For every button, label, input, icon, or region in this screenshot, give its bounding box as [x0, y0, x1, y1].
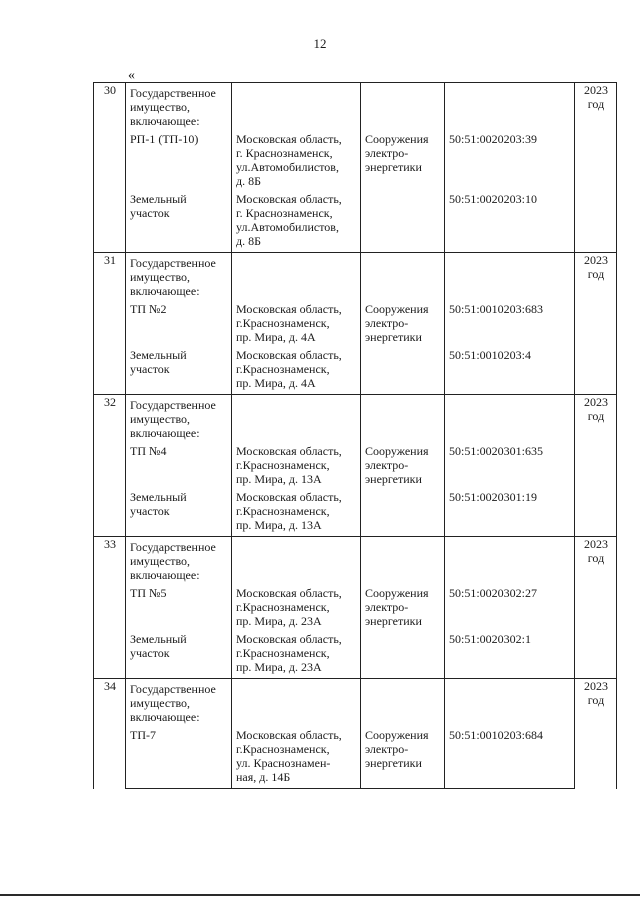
item-name-cell	[126, 728, 232, 789]
empty-cell	[445, 537, 575, 587]
registry-group-row	[94, 537, 617, 587]
item-cadastral-cell	[445, 728, 575, 789]
empty-cell	[232, 537, 361, 587]
empty-cell	[445, 253, 575, 303]
item-name: ТП №4	[130, 444, 167, 458]
registry-item-row	[94, 192, 617, 253]
registry-item-row	[94, 632, 617, 679]
item-cadastral-cell	[445, 490, 575, 537]
item-type-cell	[361, 302, 445, 348]
registry-group-row	[94, 83, 617, 133]
registry-item-row	[94, 490, 617, 537]
item-name: ТП-7	[130, 728, 156, 742]
empty-cell	[445, 395, 575, 445]
entry-year-text: 2023 год	[584, 537, 608, 565]
item-name: ТП №2	[130, 302, 167, 316]
item-cadastral-cell	[445, 192, 575, 253]
registry-table-body	[94, 83, 617, 789]
registry-item-row	[94, 586, 617, 632]
registry-item-row	[94, 444, 617, 490]
item-cadastral: 50:51:0010203:4	[449, 348, 532, 362]
item-cadastral: 50:51:0020302:1	[449, 632, 532, 646]
item-type-cell	[361, 132, 445, 192]
item-address: Московская область, г. Краснознаменск, ул.Автомобилистов, д. 8Б	[236, 192, 342, 248]
item-name: Земельный участок	[130, 632, 187, 660]
empty-cell	[232, 83, 361, 133]
item-address-cell	[232, 490, 361, 537]
item-cadastral: 50:51:0020301:635	[449, 444, 544, 458]
group-header-cell	[126, 395, 232, 445]
item-type-cell	[361, 490, 445, 537]
item-cadastral-cell	[445, 444, 575, 490]
item-name: Земельный участок	[130, 192, 187, 220]
registry-item-row	[94, 728, 617, 789]
registry-item-row	[94, 348, 617, 395]
item-cadastral-cell	[445, 586, 575, 632]
property-group-header: Государственное имущество, включающее:	[130, 540, 216, 582]
group-header-cell	[126, 679, 232, 729]
property-group-header: Государственное имущество, включающее:	[130, 86, 216, 128]
item-name-cell	[126, 348, 232, 395]
entry-number: 33	[94, 537, 126, 679]
item-address-cell	[232, 632, 361, 679]
item-address-cell	[232, 192, 361, 253]
item-address: Московская область, г. Краснознаменск, ул.Автомобилистов, д. 8Б	[236, 132, 342, 188]
page-number: 12	[313, 36, 327, 51]
empty-cell	[232, 679, 361, 729]
empty-cell	[445, 83, 575, 133]
item-cadastral-cell	[445, 348, 575, 395]
group-header-cell	[126, 83, 232, 133]
item-type-cell	[361, 444, 445, 490]
item-address-cell	[232, 132, 361, 192]
item-cadastral: 50:51:0010203:684	[449, 728, 544, 742]
entry-year-text: 2023 год	[584, 253, 608, 281]
empty-cell	[361, 679, 445, 729]
entry-year	[575, 395, 617, 537]
item-type: Сооружения электро- энергетики	[365, 586, 429, 628]
entry-year-text: 2023 год	[584, 395, 608, 423]
empty-cell	[445, 679, 575, 729]
item-type-cell	[361, 728, 445, 789]
registry-item-row	[94, 132, 617, 192]
empty-cell	[361, 395, 445, 445]
item-name-cell	[126, 302, 232, 348]
entry-year-text: 2023 год	[584, 83, 608, 111]
item-type: Сооружения электро- энергетики	[365, 728, 429, 770]
item-type: Сооружения электро- энергетики	[365, 302, 429, 344]
registry-group-row	[94, 395, 617, 445]
empty-cell	[232, 253, 361, 303]
entry-number: 31	[94, 253, 126, 395]
item-name-cell	[126, 132, 232, 192]
entry-year	[575, 679, 617, 789]
registry-group-row	[94, 679, 617, 729]
item-name-cell	[126, 192, 232, 253]
item-address-cell	[232, 302, 361, 348]
item-address: Московская область, г.Краснознаменск, пр. Мира, д. 4А	[236, 302, 342, 344]
item-type: Сооружения электро- энергетики	[365, 132, 429, 174]
item-name-cell	[126, 632, 232, 679]
item-name: Земельный участок	[130, 348, 187, 376]
item-name: Земельный участок	[130, 490, 187, 518]
item-type-cell	[361, 586, 445, 632]
item-address-cell	[232, 444, 361, 490]
registry-item-row	[94, 302, 617, 348]
item-name: РП-1 (ТП-10)	[130, 132, 199, 146]
property-registry-table	[93, 82, 617, 789]
property-group-header: Государственное имущество, включающее:	[130, 682, 216, 724]
entry-number: 32	[94, 395, 126, 537]
item-name: ТП №5	[130, 586, 167, 600]
entry-year	[575, 83, 617, 253]
item-address: Московская область, г.Краснознаменск, пр. Мира, д. 4А	[236, 348, 342, 390]
group-header-cell	[126, 537, 232, 587]
item-address-cell	[232, 586, 361, 632]
opening-quote-mark: «	[128, 68, 135, 83]
item-address: Московская область, г.Краснознаменск, пр. Мира, д. 13А	[236, 490, 342, 532]
entry-year	[575, 537, 617, 679]
item-name-cell	[126, 490, 232, 537]
empty-cell	[361, 537, 445, 587]
item-address: Московская область, г.Краснознаменск, ул. Краснознамен- ная, д. 14Б	[236, 728, 342, 784]
group-header-cell	[126, 253, 232, 303]
empty-cell	[361, 253, 445, 303]
item-name-cell	[126, 586, 232, 632]
item-cadastral: 50:51:0020203:10	[449, 192, 538, 206]
item-cadastral-cell	[445, 132, 575, 192]
item-name-cell	[126, 444, 232, 490]
item-cadastral: 50:51:0020302:27	[449, 586, 538, 600]
item-address: Московская область, г.Краснознаменск, пр. Мира, д. 23А	[236, 632, 342, 674]
registry-group-row	[94, 253, 617, 303]
empty-cell	[232, 395, 361, 445]
property-group-header: Государственное имущество, включающее:	[130, 398, 216, 440]
entry-year-text: 2023 год	[584, 679, 608, 707]
page-bottom-rule	[0, 894, 640, 896]
item-type-cell	[361, 192, 445, 253]
item-type-cell	[361, 348, 445, 395]
entry-number: 30	[94, 83, 126, 253]
entry-number: 34	[94, 679, 126, 789]
empty-cell	[361, 83, 445, 133]
item-type-cell	[361, 632, 445, 679]
item-address-cell	[232, 728, 361, 789]
item-cadastral-cell	[445, 302, 575, 348]
item-address: Московская область, г.Краснознаменск, пр. Мира, д. 13А	[236, 444, 342, 486]
item-address-cell	[232, 348, 361, 395]
item-cadastral: 50:51:0010203:683	[449, 302, 544, 316]
item-cadastral-cell	[445, 632, 575, 679]
item-cadastral: 50:51:0020301:19	[449, 490, 538, 504]
item-type: Сооружения электро- энергетики	[365, 444, 429, 486]
entry-year	[575, 253, 617, 395]
property-group-header: Государственное имущество, включающее:	[130, 256, 216, 298]
item-cadastral: 50:51:0020203:39	[449, 132, 538, 146]
item-address: Московская область, г.Краснознаменск, пр. Мира, д. 23А	[236, 586, 342, 628]
